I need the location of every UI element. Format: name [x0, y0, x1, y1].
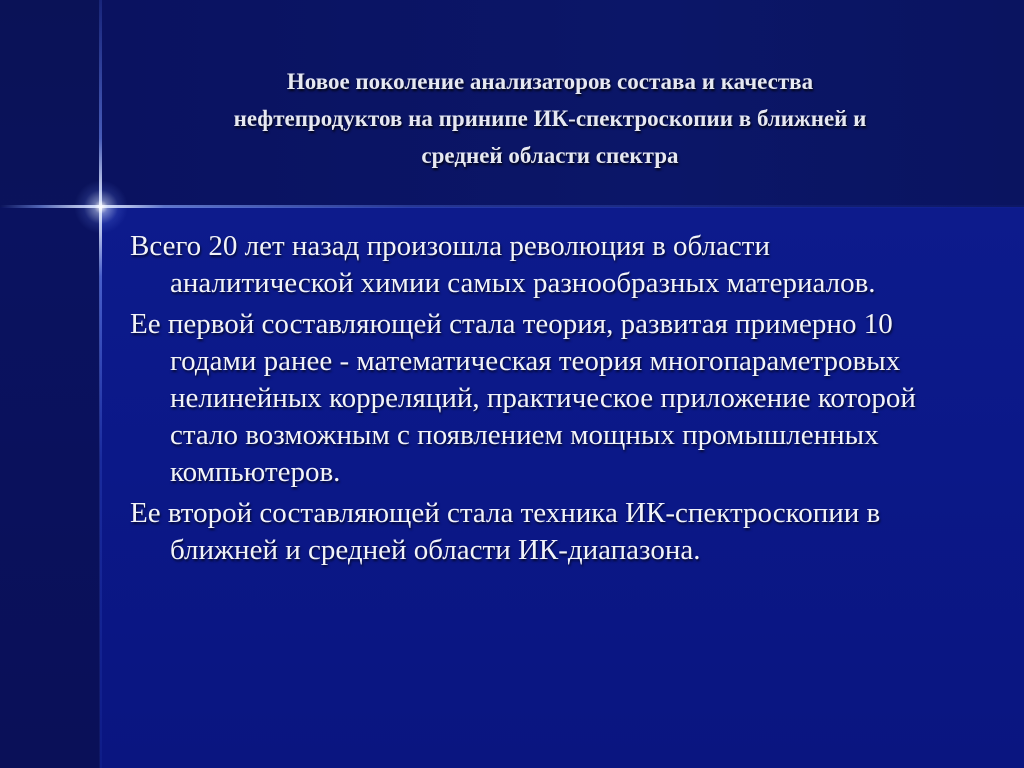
- background-left-lower: [0, 207, 100, 768]
- slide-body: [130, 228, 960, 573]
- body-paragraph-2: Ее первой составляющей стала теория, развитая примерно 10 годами ранее - математическая теория многопараметровых нелинейных корреляций, практическое приложение которой стало возможным с появлением мощных промышленных компьютеров.: [130, 308, 916, 488]
- slide-title: Новое поколение анализаторов состава и качества нефтепродуктов на принипе ИК-спектроскопии в ближней и средней области спектра: [233, 69, 867, 168]
- vertical-light-line: [99, 0, 102, 768]
- star-sparkle-icon: [74, 180, 128, 234]
- body-paragraph-3: Ее второй составляющей стала техника ИК-спектроскопии в ближней и средней области ИК-диапазона.: [130, 497, 881, 566]
- body-paragraph-1: Всего 20 лет назад произошла революция в области аналитической химии самых разнообразных материалов.: [130, 230, 876, 299]
- horizontal-light-line: [0, 205, 1024, 208]
